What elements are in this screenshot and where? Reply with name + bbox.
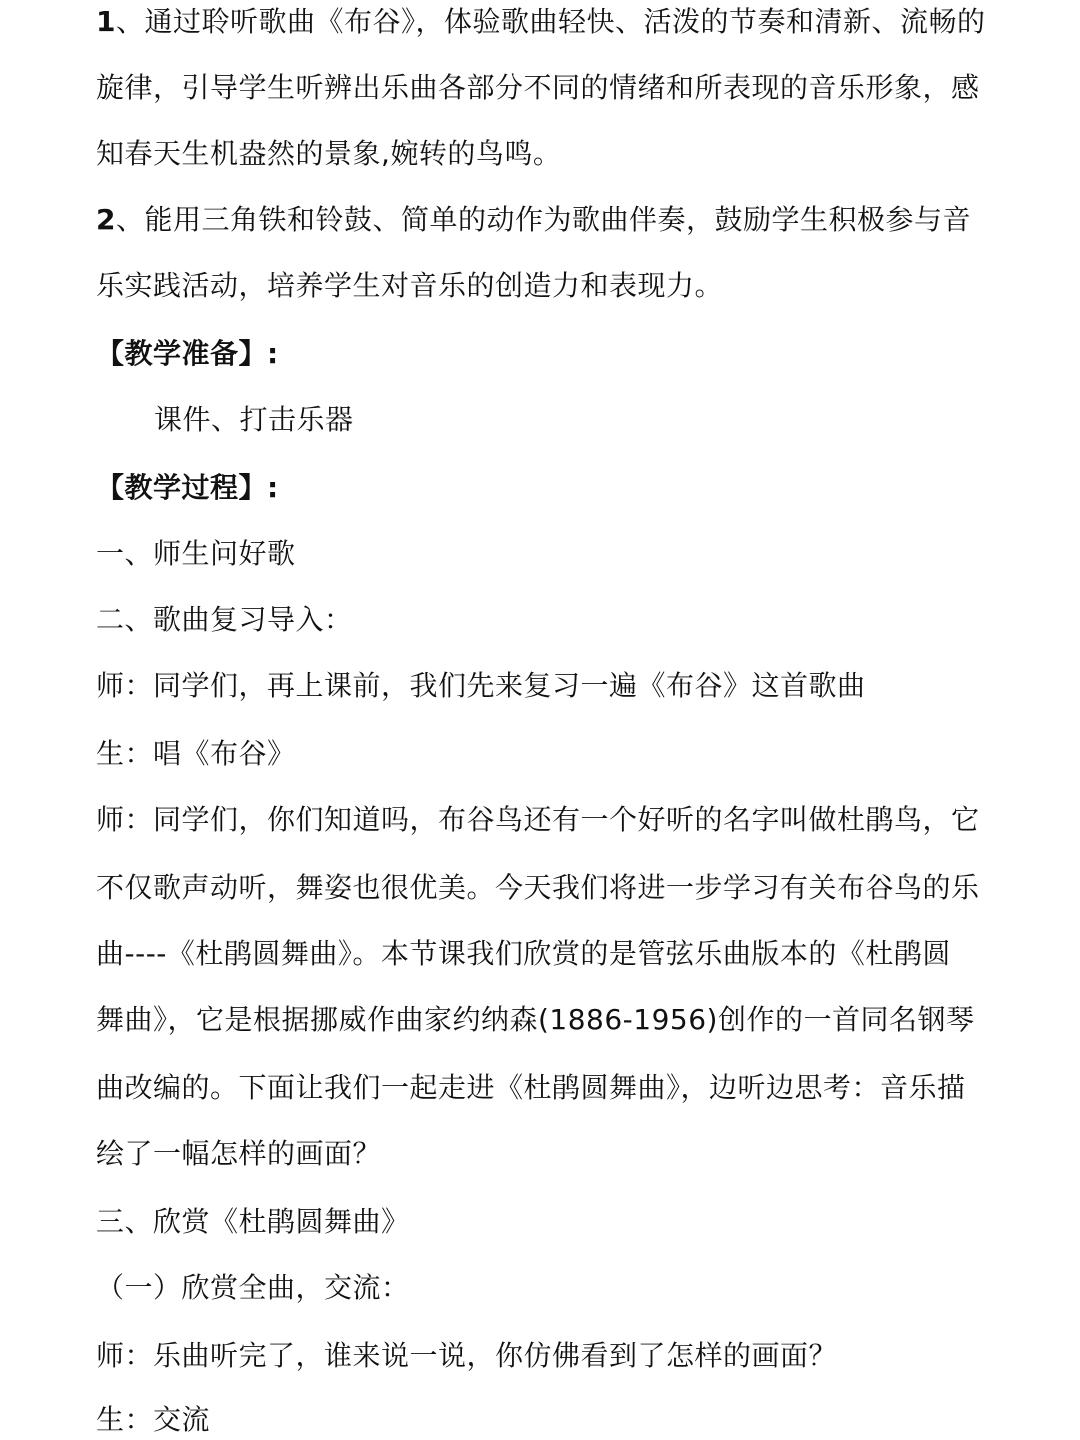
objective-2-number: 2 (96, 203, 116, 236)
preparation-heading: 【教学准备】: (96, 337, 279, 370)
process-line: 师：同学们，你们知道吗，布谷鸟还有一个好听的名字叫做杜鹃鸟，它 (96, 803, 980, 836)
process-heading: 【教学过程】: (96, 471, 279, 504)
objective-2-text-1: 、能用三角铁和铃鼓、简单的动作为歌曲伴奏，鼓励学生积极参与音 (115, 203, 971, 236)
objective-1-line-2: 旋律，引导学生听辨出乐曲各部分不同的情绪和所表现的音乐形象，感 (96, 71, 980, 104)
process-line: 生：交流 (96, 1403, 211, 1436)
process-line: 绘了一幅怎样的画面？ (96, 1137, 382, 1170)
objective-1-line-3: 知春天生机盎然的景象,婉转的鸟鸣。 (96, 137, 562, 170)
objective-1-line-1 (96, 2, 1026, 42)
process-line: 曲改编的。下面让我们一起走进《杜鹃圆舞曲》，边听边思考：音乐描 (96, 1071, 966, 1104)
process-line: 生：唱《布谷》 (96, 737, 296, 770)
preparation-content: 课件、打击乐器 (154, 403, 354, 436)
process-line: （一）欣赏全曲，交流： (96, 1271, 410, 1304)
process-line: 三、欣赏《杜鹃圆舞曲》 (96, 1205, 410, 1238)
process-line: 不仅歌声动听，舞姿也很优美。今天我们将进一步学习有关布谷鸟的乐 (96, 871, 980, 904)
objective-2-line-2: 乐实践活动，培养学生对音乐的创造力和表现力。 (96, 269, 724, 302)
objective-1-text-1: 、通过聆听歌曲《布谷》，体验歌曲轻快、活泼的节奏和清新、流畅的 (115, 5, 986, 38)
process-line: 一、师生问好歌 (96, 537, 296, 570)
process-line: 曲----《杜鹃圆舞曲》。本节课我们欣赏的是管弦乐曲版本的《杜鹃圆 (96, 937, 951, 970)
process-line: 师：同学们，再上课前，我们先来复习一遍《布谷》这首歌曲 (96, 669, 866, 702)
process-line: 师：乐曲听完了，谁来说一说，你仿佛看到了怎样的画面？ (96, 1339, 838, 1372)
process-line: 二、歌曲复习导入： (96, 603, 353, 636)
process-line: 舞曲》，它是根据挪威作曲家约纳森(1886-1956)创作的一首同名钢琴 (96, 1003, 975, 1036)
objective-2-line-1 (96, 200, 1026, 240)
objective-1-number: 1 (96, 5, 116, 38)
